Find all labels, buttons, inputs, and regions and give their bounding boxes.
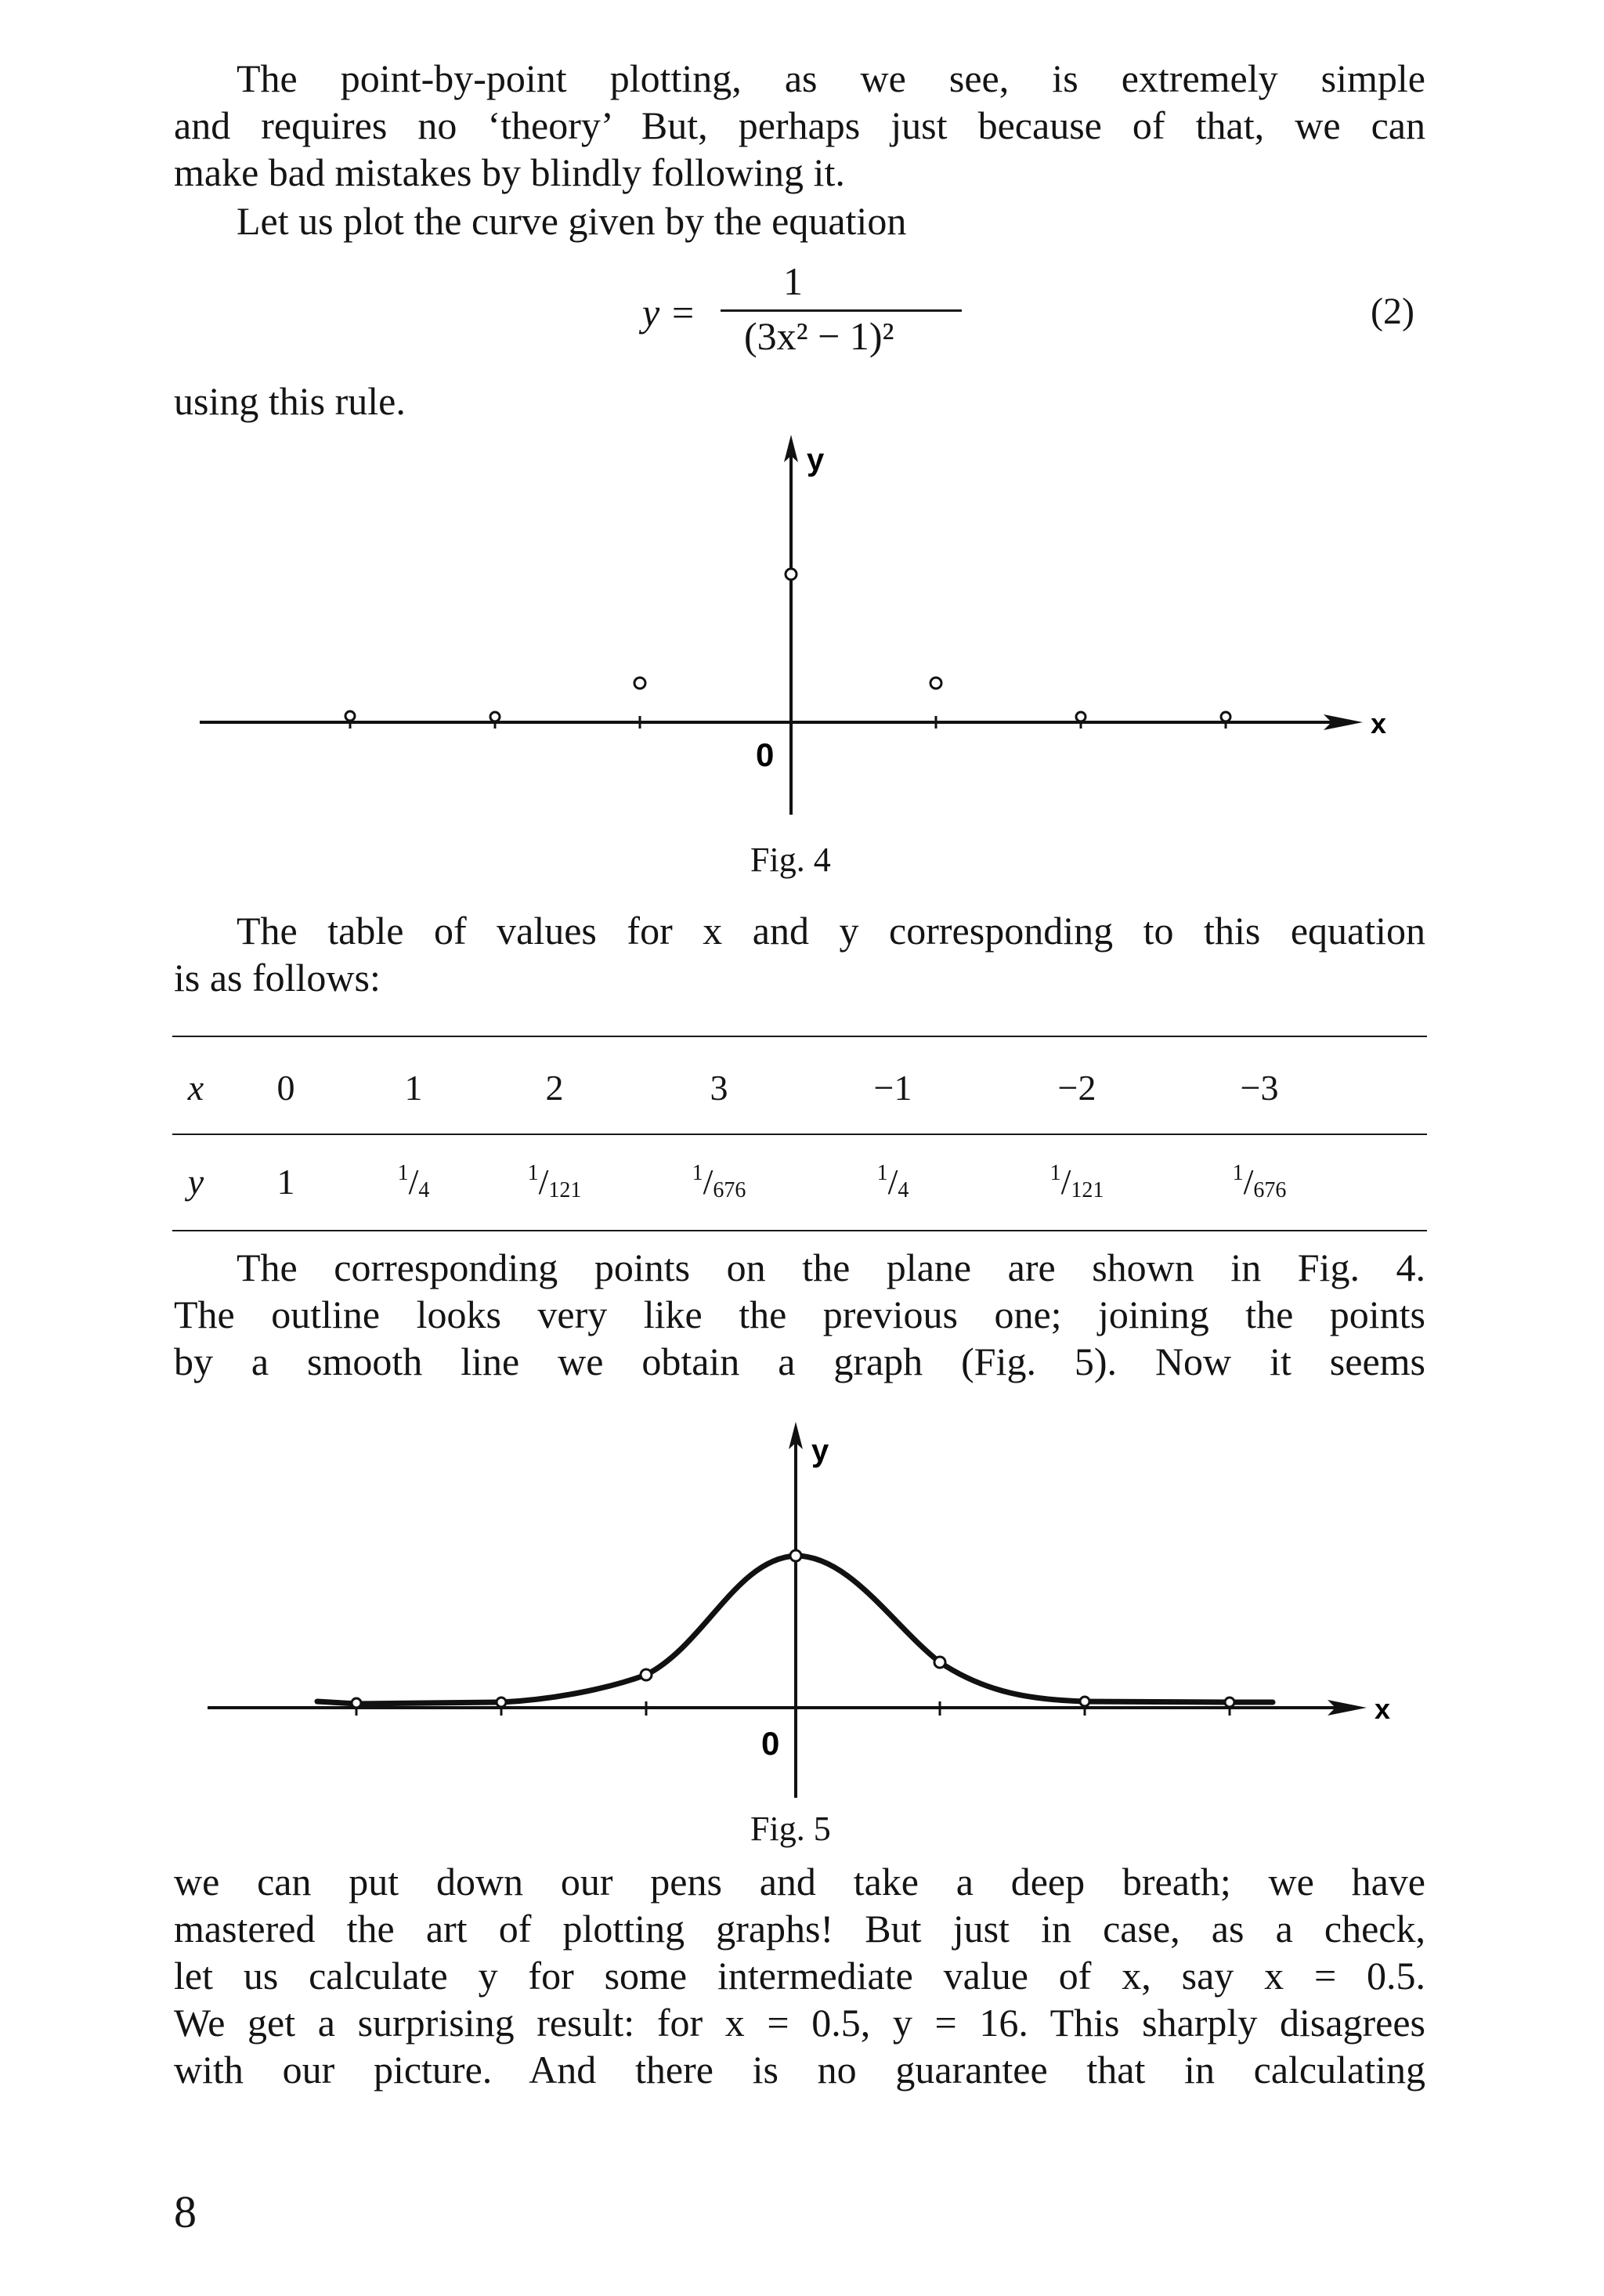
- table-rule-bottom: [172, 1230, 1427, 1231]
- data-point: [1080, 1697, 1089, 1706]
- table-cell-fraction: $^1/_{676}$: [692, 1161, 746, 1202]
- equation-number: (2): [1371, 291, 1414, 332]
- paragraph-3: [174, 378, 1425, 425]
- paragraph-5: [174, 1244, 1425, 1385]
- table-cell: 1: [276, 1162, 295, 1202]
- equation-denominator: (3x² − 1)²: [744, 314, 894, 358]
- text-line: mastered the art of plotting graphs! But just in case, as a check,: [174, 1907, 1425, 1951]
- data-point: [634, 678, 645, 689]
- paragraph-6: [174, 1858, 1425, 2093]
- equation-lhs: y =: [642, 291, 696, 334]
- text-line: using this rule.: [174, 379, 406, 423]
- table-cell: −3: [1240, 1068, 1279, 1108]
- text-line: The point-by-point plotting, as we see, is extremely simple: [237, 56, 1425, 100]
- data-point: [934, 1657, 945, 1668]
- data-point: [490, 712, 500, 721]
- text-line: by a smooth line we obtain a graph (Fig. 5). Now it seems: [174, 1340, 1425, 1383]
- table-cell: 1: [404, 1068, 423, 1108]
- data-point: [641, 1669, 652, 1680]
- text-line: is as follows:: [174, 956, 381, 1000]
- data-point: [1076, 712, 1086, 721]
- x-axis-label: x: [1375, 1693, 1391, 1725]
- figure-4-plot: [0, 423, 1604, 830]
- table-rule-top: [172, 1036, 1427, 1037]
- table-cell-fraction: $^1/_{676}$: [1232, 1161, 1287, 1202]
- figure-5: [0, 1410, 1604, 1802]
- table-cell-fraction: $^1/_{121}$: [1049, 1161, 1104, 1202]
- data-point: [345, 711, 355, 721]
- x-axis-label: x: [1371, 707, 1387, 739]
- table-header-y: y: [187, 1162, 204, 1202]
- origin-label: 0: [761, 1725, 780, 1762]
- data-point: [930, 678, 941, 689]
- table-cell: 2: [545, 1068, 564, 1108]
- text-line: We get a surprising result: for x = 0.5, y = 16. This sharply disagrees: [174, 2001, 1425, 2045]
- fraction-bar: [721, 309, 962, 312]
- table-cell: 3: [710, 1068, 728, 1108]
- figure-5-plot: [0, 1410, 1604, 1802]
- figure-5-caption: Fig. 5: [750, 1810, 831, 1848]
- figure-4-caption: Fig. 4: [750, 841, 831, 879]
- table-cell-fraction: $^1/_{121}$: [527, 1161, 582, 1202]
- y-axis-label: y: [807, 443, 825, 477]
- data-point: [786, 569, 797, 580]
- equation-numerator: 1: [783, 259, 803, 303]
- data-point: [1221, 712, 1230, 721]
- y-axis-label: y: [811, 1434, 829, 1468]
- table-rule-middle: [172, 1134, 1427, 1135]
- paragraph-4: [174, 907, 1425, 1001]
- table-cell: 0: [276, 1068, 295, 1108]
- data-point: [1225, 1698, 1234, 1707]
- table-cell: −2: [1057, 1068, 1096, 1108]
- table-cell-fraction: $^1/_4$: [876, 1161, 909, 1202]
- origin-label: 0: [756, 736, 775, 773]
- figure-4: [0, 423, 1604, 830]
- paragraph-1: [174, 55, 1425, 196]
- table-header-x: x: [187, 1068, 204, 1108]
- text-line: we can put down our pens and take a deep breath; we have: [174, 1860, 1425, 1904]
- text-line: The outline looks very like the previous one; joining the points: [174, 1293, 1425, 1336]
- text-line: The table of values for x and y corresponding to this equation: [237, 909, 1425, 953]
- table-cell-fraction: $^1/_4$: [397, 1161, 430, 1202]
- text-line: with our picture. And there is no guarantee that in calculating: [174, 2048, 1425, 2092]
- text-line: Let us plot the curve given by the equation: [237, 199, 907, 243]
- text-line: let us calculate y for some intermediate value of x, say x = 0.5.: [174, 1954, 1425, 1998]
- data-point: [352, 1698, 361, 1708]
- data-point: [790, 1550, 801, 1561]
- page-number: 8: [174, 2186, 197, 2237]
- text-line: make bad mistakes by blindly following it.: [174, 150, 845, 194]
- text-line: and requires no ‘theory’ But, perhaps just because of that, we can: [174, 103, 1425, 147]
- data-point: [497, 1698, 506, 1707]
- paragraph-2: [174, 197, 1425, 244]
- table-cell: −1: [873, 1068, 912, 1108]
- text-line: The corresponding points on the plane are shown in Fig. 4.: [237, 1246, 1425, 1289]
